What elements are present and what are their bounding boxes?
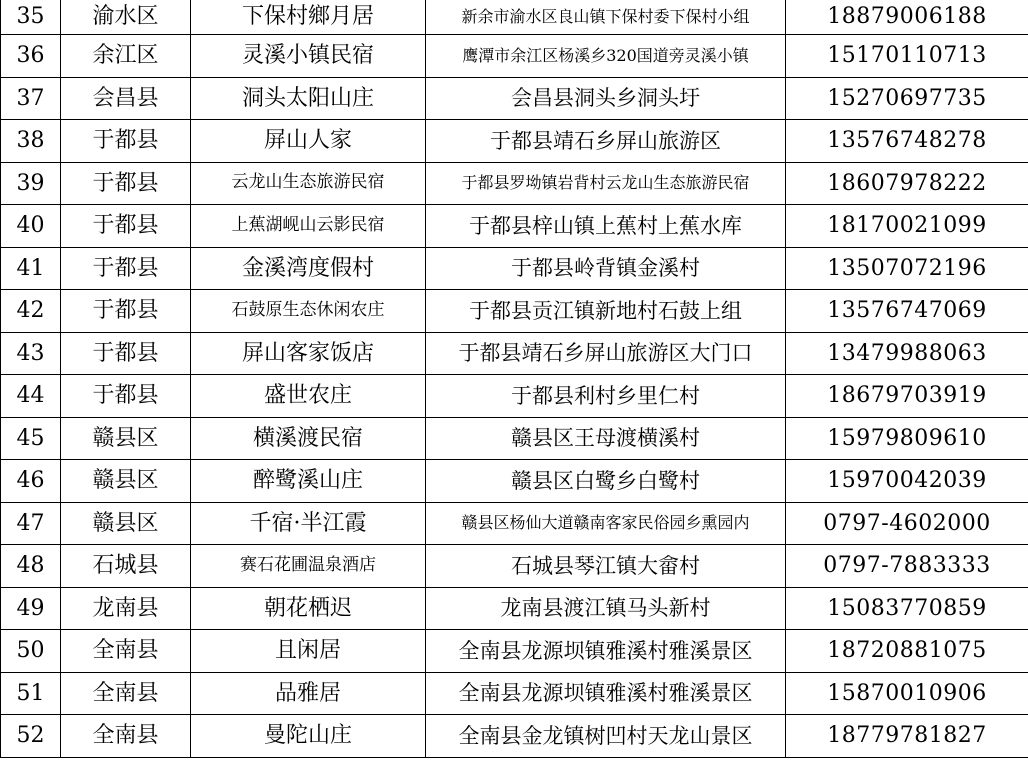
row-index-cell: 47	[1, 502, 61, 545]
row-index-cell: 36	[1, 35, 61, 78]
row-district-cell: 赣县区	[61, 417, 191, 460]
row-name-cell: 醉鹭溪山庄	[191, 460, 426, 503]
row-address-cell: 全南县金龙镇树凹村天龙山景区	[426, 715, 786, 758]
row-district-cell: 于都县	[61, 290, 191, 333]
row-name-cell: 屏山人家	[191, 120, 426, 163]
row-index-cell: 45	[1, 417, 61, 460]
row-address-cell: 鹰潭市余江区杨溪乡320国道旁灵溪小镇	[426, 35, 786, 78]
table-row	[1, 587, 1028, 630]
row-district-cell: 龙南县	[61, 587, 191, 630]
row-address-cell: 会昌县洞头乡洞头圩	[426, 77, 786, 120]
row-district-cell: 全南县	[61, 672, 191, 715]
table-row	[1, 672, 1028, 715]
row-address-cell: 全南县龙源坝镇雅溪村雅溪景区	[426, 630, 786, 673]
row-address-cell: 于都县岭背镇金溪村	[426, 247, 786, 290]
row-district-cell: 赣县区	[61, 502, 191, 545]
row-index-cell: 49	[1, 587, 61, 630]
row-name-cell: 横溪渡民宿	[191, 417, 426, 460]
row-phone-cell: 15970042039	[786, 460, 1028, 503]
row-address-cell: 赣县区杨仙大道赣南客家民俗园乡熏园内	[426, 502, 786, 545]
row-address-cell: 赣县区白鹭乡白鹭村	[426, 460, 786, 503]
row-district-cell: 赣县区	[61, 460, 191, 503]
row-index-cell: 37	[1, 77, 61, 120]
row-address-cell: 新余市渝水区良山镇下保村委下保村小组	[426, 0, 786, 35]
row-address-cell: 于都县利村乡里仁村	[426, 375, 786, 418]
row-phone-cell: 13507072196	[786, 247, 1028, 290]
table-row	[1, 332, 1028, 375]
row-address-cell: 于都县靖石乡屏山旅游区大门口	[426, 332, 786, 375]
table-row	[1, 120, 1028, 163]
row-phone-cell: 13576748278	[786, 120, 1028, 163]
row-address-cell: 于都县靖石乡屏山旅游区	[426, 120, 786, 163]
row-address-cell: 龙南县渡江镇马头新村	[426, 587, 786, 630]
row-index-cell: 42	[1, 290, 61, 333]
row-name-cell: 灵溪小镇民宿	[191, 35, 426, 78]
row-phone-cell: 15270697735	[786, 77, 1028, 120]
row-index-cell: 50	[1, 630, 61, 673]
row-phone-cell: 15979809610	[786, 417, 1028, 460]
row-index-cell: 38	[1, 120, 61, 163]
row-address-cell: 于都县梓山镇上蕉村上蕉水库	[426, 205, 786, 248]
row-index-cell: 44	[1, 375, 61, 418]
row-district-cell: 于都县	[61, 120, 191, 163]
row-name-cell: 上蕉湖岘山云影民宿	[191, 205, 426, 248]
row-index-cell: 48	[1, 545, 61, 588]
row-address-cell: 赣县区王母渡横溪村	[426, 417, 786, 460]
row-name-cell: 赛石花圃温泉酒店	[191, 545, 426, 588]
row-name-cell: 下保村鄉月居	[191, 0, 426, 35]
row-address-cell: 于都县贡江镇新地村石鼓上组	[426, 290, 786, 333]
table-row	[1, 290, 1028, 333]
table-row	[1, 162, 1028, 205]
row-index-cell: 51	[1, 672, 61, 715]
row-district-cell: 于都县	[61, 205, 191, 248]
row-district-cell: 于都县	[61, 247, 191, 290]
row-phone-cell: 15170110713	[786, 35, 1028, 78]
row-phone-cell: 18607978222	[786, 162, 1028, 205]
row-index-cell: 43	[1, 332, 61, 375]
table-row	[1, 715, 1028, 758]
row-district-cell: 于都县	[61, 332, 191, 375]
row-name-cell: 曼陀山庄	[191, 715, 426, 758]
row-phone-cell: 15870010906	[786, 672, 1028, 715]
row-name-cell: 云龙山生态旅游民宿	[191, 162, 426, 205]
row-phone-cell: 18779781827	[786, 715, 1028, 758]
row-name-cell: 且闲居	[191, 630, 426, 673]
row-phone-cell: 18679703919	[786, 375, 1028, 418]
table-row	[1, 375, 1028, 418]
table-row	[1, 77, 1028, 120]
row-phone-cell: 18170021099	[786, 205, 1028, 248]
row-phone-cell: 0797-7883333	[786, 545, 1028, 588]
row-index-cell: 40	[1, 205, 61, 248]
row-district-cell: 余江区	[61, 35, 191, 78]
row-name-cell: 千宿·半江霞	[191, 502, 426, 545]
row-phone-cell: 18879006188	[786, 0, 1028, 35]
row-phone-cell: 13576747069	[786, 290, 1028, 333]
table-row	[1, 205, 1028, 248]
row-district-cell: 全南县	[61, 630, 191, 673]
row-district-cell: 于都县	[61, 162, 191, 205]
row-phone-cell: 13479988063	[786, 332, 1028, 375]
table-body	[1, 0, 1028, 757]
table-row	[1, 417, 1028, 460]
row-name-cell: 盛世农庄	[191, 375, 426, 418]
row-address-cell: 于都县罗坳镇岩背村云龙山生态旅游民宿	[426, 162, 786, 205]
row-index-cell: 41	[1, 247, 61, 290]
row-phone-cell: 18720881075	[786, 630, 1028, 673]
row-index-cell: 35	[1, 0, 61, 35]
row-name-cell: 品雅居	[191, 672, 426, 715]
table-row	[1, 502, 1028, 545]
row-phone-cell: 0797-4602000	[786, 502, 1028, 545]
row-name-cell: 洞头太阳山庄	[191, 77, 426, 120]
row-name-cell: 屏山客家饭店	[191, 332, 426, 375]
row-name-cell: 朝花栖迟	[191, 587, 426, 630]
table-row	[1, 460, 1028, 503]
row-phone-cell: 15083770859	[786, 587, 1028, 630]
table-row	[1, 545, 1028, 588]
row-name-cell: 金溪湾度假村	[191, 247, 426, 290]
row-name-cell: 石鼓原生态休闲农庄	[191, 290, 426, 333]
row-district-cell: 石城县	[61, 545, 191, 588]
table-row	[1, 35, 1028, 78]
row-district-cell: 渝水区	[61, 0, 191, 35]
row-address-cell: 全南县龙源坝镇雅溪村雅溪景区	[426, 672, 786, 715]
row-district-cell: 全南县	[61, 715, 191, 758]
row-district-cell: 于都县	[61, 375, 191, 418]
row-address-cell: 石城县琴江镇大畲村	[426, 545, 786, 588]
row-index-cell: 46	[1, 460, 61, 503]
row-district-cell: 会昌县	[61, 77, 191, 120]
row-index-cell: 52	[1, 715, 61, 758]
table-row	[1, 0, 1028, 35]
row-index-cell: 39	[1, 162, 61, 205]
table-row	[1, 630, 1028, 673]
table-row	[1, 247, 1028, 290]
